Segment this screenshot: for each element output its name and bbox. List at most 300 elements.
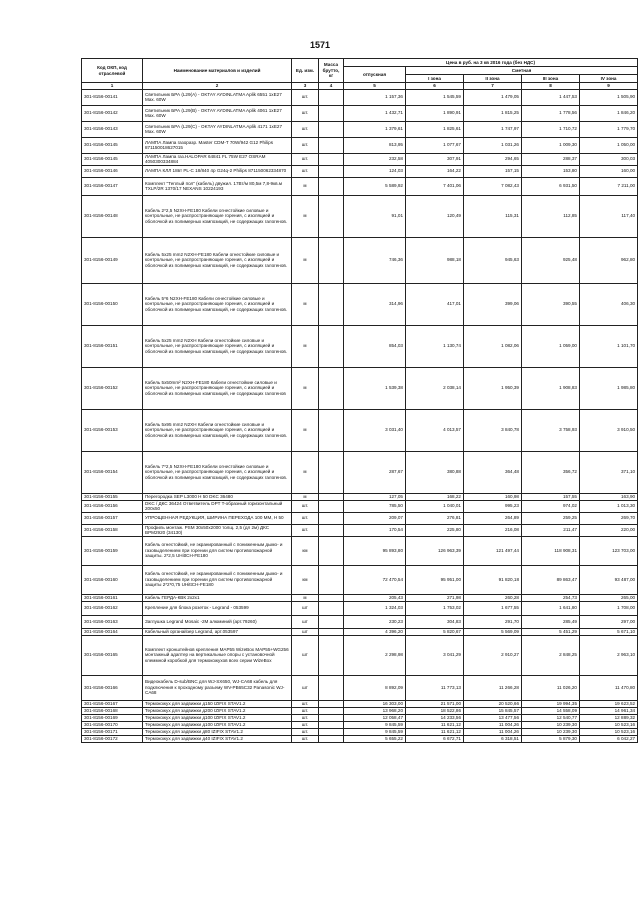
cell-code: 301-8156-00150 xyxy=(82,283,143,325)
cell-zone-1-price: 126 963,39 xyxy=(406,536,464,565)
cell-zone-4-price: 1 846,20 xyxy=(580,105,638,121)
cell-zone-3-price: 5 879,30 xyxy=(522,735,580,742)
cell-zone-2-price: 7 082,43 xyxy=(464,177,522,195)
cell-zone-3-price: 254,73 xyxy=(522,594,580,601)
cell-mass xyxy=(319,121,344,137)
cell-code: 301-8156-00164 xyxy=(82,628,143,635)
cell-release-price: 5 655,22 xyxy=(344,735,406,742)
cell-zone-4-price: 1 050,00 xyxy=(580,137,638,153)
cell-zone-1-price: 2 038,14 xyxy=(406,367,464,409)
cell-mass xyxy=(319,165,344,177)
table-row xyxy=(82,177,638,195)
cell-name: Профиль монтаж. PSM 30х50х2000 толщ. 2,5 (дл 2м) ДКС BPM2920 (34130) xyxy=(143,524,292,536)
cell-code: 301-8156-00168 xyxy=(82,707,143,714)
cell-mass xyxy=(319,493,344,500)
table-row xyxy=(82,237,638,283)
cell-name: Крепление для блока розеток - Legrand - 053599 xyxy=(143,601,292,615)
cell-zone-1-price: 11 621,12 xyxy=(406,728,464,735)
cell-zone-1-price: 1 040,01 xyxy=(406,500,464,512)
cell-unit: шт. xyxy=(292,137,319,153)
cell-mass xyxy=(319,536,344,565)
table-row xyxy=(82,500,638,512)
cell-name: Светильник БРА (L29(C) - OKTAY AYDINLATMA Aplik 4171 1xE27 Max. 60W xyxy=(143,121,292,137)
cell-code: 301-8156-00151 xyxy=(82,325,143,367)
cell-zone-2-price: 291,70 xyxy=(464,615,522,628)
cell-zone-2-price: 115,31 xyxy=(464,195,522,237)
cell-zone-3-price: 10 239,30 xyxy=(522,721,580,728)
cell-release-price: 3 031,40 xyxy=(344,409,406,451)
cell-code: 301-8156-00166 xyxy=(82,675,143,700)
cell-unit: шт. xyxy=(292,714,319,721)
cell-mass xyxy=(319,153,344,165)
cell-zone-3-price: 5 451,29 xyxy=(522,628,580,635)
cell-release-price: 124,03 xyxy=(344,165,406,177)
cell-mass xyxy=(319,451,344,493)
header-mass: Масса брутто, кг xyxy=(319,59,344,83)
cell-code: 301-8156-00162 xyxy=(82,601,143,615)
column-number: 8 xyxy=(522,83,580,90)
cell-zone-1-price: 304,83 xyxy=(406,615,464,628)
cell-zone-4-price: 300,03 xyxy=(580,153,638,165)
cell-zone-3-price: 925,48 xyxy=(522,237,580,283)
cell-name: Термокожух для задвижки д80 IZIFIX STAV1.2 xyxy=(143,728,292,735)
cell-zone-1-price: 14 233,56 xyxy=(406,714,464,721)
cell-zone-2-price: 216,08 xyxy=(464,524,522,536)
header-zone-2: II зона xyxy=(464,75,522,83)
cell-unit: м xyxy=(292,409,319,451)
cell-zone-2-price: 1 950,39 xyxy=(464,367,522,409)
cell-zone-1-price: 5 820,67 xyxy=(406,628,464,635)
cell-name: Кабель 5x25 mm2 N2XH Кабели огнестойкие силовые и контрольные, не распространяющие горения, с изоляцией и оболочкой из полимерных композиций, не содержащих галогенов. xyxy=(143,325,292,367)
cell-code: 301-8156-00154 xyxy=(82,451,143,493)
cell-zone-2-price: 294,65 xyxy=(464,153,522,165)
cell-code: 301-8156-00149 xyxy=(82,237,143,283)
cell-unit: шт. xyxy=(292,721,319,728)
cell-zone-3-price: 285,49 xyxy=(522,615,580,628)
cell-mass xyxy=(319,728,344,735)
cell-code: 301-8156-00163 xyxy=(82,615,143,628)
column-number: 2 xyxy=(143,83,292,90)
cell-zone-1-price: 21 571,00 xyxy=(406,700,464,707)
cell-unit: шт xyxy=(292,601,319,615)
cell-release-price: 91,01 xyxy=(344,195,406,237)
cell-name: Кабель огнестойкий, не экранированный с пониженным дымо- и газовыделением при горении для систем противопожарной защиты 2*2*0,75 UHittCH-FE180 xyxy=(143,565,292,594)
cell-unit: м xyxy=(292,237,319,283)
cell-zone-2-price: 91 820,18 xyxy=(464,565,522,594)
cell-zone-4-price: 93 487,00 xyxy=(580,565,638,594)
cell-name: Комплект кронштейнов крепления MAP55 WizeBox MAP55+WG256 монтажный адаптер на вертикальные опоры с установочной клеммной коробкой для термокожухов всех серии WizeBox xyxy=(143,635,292,675)
cell-release-price: 813,95 xyxy=(344,137,406,153)
table-row xyxy=(82,700,638,707)
table-row xyxy=(82,195,638,237)
table-row xyxy=(82,536,638,565)
table-row xyxy=(82,165,638,177)
cell-name: Кабель 5х25 mm2 N2XH-FE180 Кабели огнестойкие силовые и контрольные, не распространяющие горения, с изоляцией и оболочкой из полимерных композиций, не содержащих галогенов. xyxy=(143,237,292,283)
cell-zone-2-price: 364,48 xyxy=(464,451,522,493)
cell-release-price: 1 432,71 xyxy=(344,105,406,121)
cell-zone-1-price: 11 773,13 xyxy=(406,675,464,700)
cell-release-price: 1 379,61 xyxy=(344,121,406,137)
header-name: Наименование материалов и изделий xyxy=(143,59,292,83)
cell-code: 301-8156-00172 xyxy=(82,735,143,742)
price-table xyxy=(81,58,638,743)
column-number: 9 xyxy=(580,83,638,90)
cell-zone-3-price: 6 931,50 xyxy=(522,177,580,195)
cell-zone-4-price: 3 910,50 xyxy=(580,409,638,451)
header-code: Код ОКП, код отраслевой xyxy=(82,59,143,83)
cell-unit: шт. xyxy=(292,707,319,714)
cell-zone-2-price: 2 910,27 xyxy=(464,635,522,675)
cell-mass xyxy=(319,283,344,325)
cell-zone-4-price: 10 523,16 xyxy=(580,721,638,728)
cell-unit: шт xyxy=(292,628,319,635)
cell-unit: шт. xyxy=(292,524,319,536)
cell-zone-1-price: 4 013,57 xyxy=(406,409,464,451)
cell-name: Комплект "Теплый пол" (кабель) двужил. 17Вт/м 80,5м 7,8-9кв.м TXLP/2R 1370/17 NEXANS 10224193 xyxy=(143,177,292,195)
cell-unit: шт. xyxy=(292,89,319,105)
cell-zone-3-price: 112,85 xyxy=(522,195,580,237)
cell-mass xyxy=(319,721,344,728)
table-row xyxy=(82,105,638,121)
cell-zone-1-price: 1 545,59 xyxy=(406,89,464,105)
table-row xyxy=(82,451,638,493)
cell-release-price: 9 845,59 xyxy=(344,728,406,735)
cell-unit: шт. xyxy=(292,512,319,524)
cell-mass xyxy=(319,195,344,237)
cell-zone-3-price: 1 778,56 xyxy=(522,105,580,121)
cell-code: 301-8156-00141 xyxy=(82,89,143,105)
cell-name: УПРОЩЕННАЯ РЕДУКЦИЯ, ШИРИНА ПЕРЕХОДА 100 ММ, H 50 xyxy=(143,512,292,524)
header-unit: Ед. изм. xyxy=(292,59,319,83)
cell-zone-1-price: 95 951,00 xyxy=(406,565,464,594)
cell-zone-4-price: 1 708,00 xyxy=(580,601,638,615)
column-number: 5 xyxy=(344,83,406,90)
cell-zone-2-price: 945,63 xyxy=(464,237,522,283)
table-row xyxy=(82,493,638,500)
cell-zone-4-price: 1 013,30 xyxy=(580,500,638,512)
table-row xyxy=(82,594,638,601)
cell-name: Заглушка Legrand Mosaic -2M алюминий (арт.79260) xyxy=(143,615,292,628)
cell-mass xyxy=(319,714,344,721)
cell-mass xyxy=(319,89,344,105)
cell-zone-4-price: 123 703,00 xyxy=(580,536,638,565)
cell-unit: шт. xyxy=(292,500,319,512)
cell-zone-3-price: 118 908,31 xyxy=(522,536,580,565)
cell-zone-4-price: 19 623,52 xyxy=(580,700,638,707)
cell-code: 301-8156-00170 xyxy=(82,721,143,728)
cell-code: 301-8156-00145 xyxy=(82,153,143,165)
cell-zone-3-price: 2 848,25 xyxy=(522,635,580,675)
cell-name: Кабель 2*2,5 N2XH-FE180 Кабели огнестойкие силовые и контрольные, не распространяющие горения, с изоляцией и оболочкой из полимерных композиций, не содержащих галогенов. xyxy=(143,195,292,237)
cell-zone-1-price: 417,01 xyxy=(406,283,464,325)
cell-release-price: 746,36 xyxy=(344,237,406,283)
cell-code: 301-8156-00159 xyxy=(82,536,143,565)
cell-release-price: 287,67 xyxy=(344,451,406,493)
cell-release-price: 95 893,80 xyxy=(344,536,406,565)
cell-name: ЛАМПА Лампа газ.HALOPAR 64841 FL 75W E27 OSRAM 4050300334884 xyxy=(143,153,292,165)
cell-zone-4-price: 7 211,00 xyxy=(580,177,638,195)
cell-unit: м xyxy=(292,594,319,601)
cell-zone-4-price: 1 505,90 xyxy=(580,89,638,105)
cell-mass xyxy=(319,628,344,635)
cell-code: 301-8156-00156 xyxy=(82,500,143,512)
page-number: 1571 xyxy=(309,40,331,50)
cell-code: 301-8156-00143 xyxy=(82,121,143,137)
cell-zone-4-price: 117,40 xyxy=(580,195,638,237)
table-row xyxy=(82,721,638,728)
cell-zone-3-price: 12 540,77 xyxy=(522,714,580,721)
cell-unit: шт. xyxy=(292,165,319,177)
cell-unit: м xyxy=(292,451,319,493)
cell-mass xyxy=(319,565,344,594)
cell-zone-2-price: 5 569,09 xyxy=(464,628,522,635)
cell-unit: шт xyxy=(292,675,319,700)
cell-unit: шт xyxy=(292,615,319,628)
cell-release-price: 1 324,03 xyxy=(344,601,406,615)
table-row xyxy=(82,735,638,742)
cell-unit: шт. xyxy=(292,700,319,707)
cell-zone-4-price: 2 963,10 xyxy=(580,635,638,675)
cell-zone-2-price: 11 266,28 xyxy=(464,675,522,700)
cell-zone-4-price: 6 042,27 xyxy=(580,735,638,742)
cell-unit: шт. xyxy=(292,105,319,121)
cell-name: ЛАМПА КЛЛ 18вт PL-C 18/840 4p G24q-2 Philips 871150062334870 xyxy=(143,165,292,177)
cell-zone-1-price: 1 825,61 xyxy=(406,121,464,137)
cell-zone-1-price: 168,22 xyxy=(406,493,464,500)
table-row xyxy=(82,137,638,153)
table-row xyxy=(82,628,638,635)
cell-unit: м xyxy=(292,195,319,237)
cell-zone-3-price: 89 863,47 xyxy=(522,565,580,594)
cell-zone-3-price: 974,02 xyxy=(522,500,580,512)
cell-name: Кабель 7*2,5 N2XH-FE180 Кабели огнестойкие силовые и контрольные, не распространяющие горения, с изоляцией и оболочкой из полимерных композиций, не содержащих галогенов. xyxy=(143,451,292,493)
cell-zone-4-price: 371,10 xyxy=(580,451,638,493)
cell-code: 301-8156-00155 xyxy=(82,493,143,500)
cell-release-price: 12 058,47 xyxy=(344,714,406,721)
cell-zone-1-price: 1 130,74 xyxy=(406,325,464,367)
cell-zone-4-price: 220,00 xyxy=(580,524,638,536)
cell-zone-1-price: 164,22 xyxy=(406,165,464,177)
header-estimate-price: Сметная xyxy=(406,67,638,75)
cell-zone-1-price: 271,98 xyxy=(406,594,464,601)
cell-zone-2-price: 121 497,44 xyxy=(464,536,522,565)
cell-zone-1-price: 3 041,29 xyxy=(406,635,464,675)
cell-release-price: 209,07 xyxy=(344,512,406,524)
cell-unit: км xyxy=(292,565,319,594)
table-row xyxy=(82,283,638,325)
cell-mass xyxy=(319,137,344,153)
cell-mass xyxy=(319,512,344,524)
cell-release-price: 5 589,92 xyxy=(344,177,406,195)
cell-code: 301-8156-00147 xyxy=(82,177,143,195)
cell-release-price: 127,05 xyxy=(344,493,406,500)
table-row xyxy=(82,153,638,165)
cell-code: 301-8156-00148 xyxy=(82,195,143,237)
cell-release-price: 8 892,09 xyxy=(344,675,406,700)
cell-name: ЛАМПА Лампа газоразр. Master CDM-T 70W/942 G12 Philips 871150018627015 xyxy=(143,137,292,153)
cell-release-price: 230,23 xyxy=(344,615,406,628)
cell-zone-2-price: 1 479,05 xyxy=(464,89,522,105)
cell-zone-4-price: 11 470,80 xyxy=(580,675,638,700)
cell-unit: м xyxy=(292,325,319,367)
cell-zone-1-price: 1 077,67 xyxy=(406,137,464,153)
table-row xyxy=(82,512,638,524)
cell-mass xyxy=(319,594,344,601)
cell-code: 301-8156-00165 xyxy=(82,635,143,675)
table-row xyxy=(82,728,638,735)
cell-zone-3-price: 10 239,30 xyxy=(522,728,580,735)
cell-mass xyxy=(319,635,344,675)
cell-zone-1-price: 6 672,71 xyxy=(406,735,464,742)
cell-zone-3-price: 14 558,09 xyxy=(522,707,580,714)
cell-zone-4-price: 406,30 xyxy=(580,283,638,325)
cell-zone-2-price: 11 004,26 xyxy=(464,721,522,728)
cell-zone-2-price: 13 477,56 xyxy=(464,714,522,721)
cell-zone-2-price: 20 520,66 xyxy=(464,700,522,707)
cell-mass xyxy=(319,707,344,714)
cell-name: Кабель огнестойкий, не экранированный с пониженным дымо- и газовыделением при горении для систем противопожарной защиты. 2*2,5 UHittCH-FE180 xyxy=(143,536,292,565)
cell-zone-2-price: 995,23 xyxy=(464,500,522,512)
column-number: 3 xyxy=(292,83,319,90)
cell-zone-3-price: 356,72 xyxy=(522,451,580,493)
cell-mass xyxy=(319,409,344,451)
cell-release-price: 785,50 xyxy=(344,500,406,512)
cell-zone-4-price: 269,70 xyxy=(580,512,638,524)
cell-release-price: 72 470,54 xyxy=(344,565,406,594)
cell-zone-2-price: 6 318,51 xyxy=(464,735,522,742)
table-row xyxy=(82,714,638,721)
cell-zone-4-price: 1 101,70 xyxy=(580,325,638,367)
cell-name: Кабель 5*6 N2XH-FE180 Кабели огнестойкие силовые и контрольные, не распространяющие горения, с изоляцией и оболочкой из полимерных композиций, не содержащих галогенов. xyxy=(143,283,292,325)
cell-release-price: 4 396,20 xyxy=(344,628,406,635)
cell-release-price: 314,96 xyxy=(344,283,406,325)
header-zone-4: IV зона xyxy=(580,75,638,83)
cell-zone-1-price: 307,91 xyxy=(406,153,464,165)
cell-zone-2-price: 11 004,26 xyxy=(464,728,522,735)
cell-zone-2-price: 1 815,25 xyxy=(464,105,522,121)
cell-name: Кабель ГЕРДА-КВК 2х2х1 xyxy=(143,594,292,601)
cell-release-price: 1 539,38 xyxy=(344,367,406,409)
cell-zone-4-price: 962,80 xyxy=(580,237,638,283)
cell-zone-2-price: 1 747,97 xyxy=(464,121,522,137)
cell-zone-2-price: 160,98 xyxy=(464,493,522,500)
cell-zone-4-price: 12 889,32 xyxy=(580,714,638,721)
column-number: 1 xyxy=(82,83,143,90)
cell-release-price: 9 845,59 xyxy=(344,721,406,728)
cell-mass xyxy=(319,237,344,283)
cell-zone-4-price: 1 985,80 xyxy=(580,367,638,409)
cell-unit: км xyxy=(292,536,319,565)
cell-mass xyxy=(319,700,344,707)
cell-zone-3-price: 11 026,20 xyxy=(522,675,580,700)
cell-mass xyxy=(319,105,344,121)
cell-unit: шт. xyxy=(292,121,319,137)
cell-zone-2-price: 1 082,06 xyxy=(464,325,522,367)
table-row xyxy=(82,635,638,675)
table-row xyxy=(82,615,638,628)
cell-zone-3-price: 1 710,72 xyxy=(522,121,580,137)
cell-name: DKC / ДКС 36424 Ответвитель DPT T-образный горизонтальный 200х50 xyxy=(143,500,292,512)
cell-zone-2-price: 157,15 xyxy=(464,165,522,177)
cell-name: Термокожух для задвижки д40 IZIFIX STAV1.2 xyxy=(143,735,292,742)
cell-zone-3-price: 19 994,35 xyxy=(522,700,580,707)
cell-zone-1-price: 11 621,12 xyxy=(406,721,464,728)
table-row xyxy=(82,524,638,536)
cell-zone-4-price: 14 961,34 xyxy=(580,707,638,714)
cell-mass xyxy=(319,524,344,536)
cell-code: 301-8156-00152 xyxy=(82,367,143,409)
cell-zone-3-price: 3 758,93 xyxy=(522,409,580,451)
header-zone-1: I зона xyxy=(406,75,464,83)
cell-name: Термокожух для задвижки д200 IZIFIX STAV1.2 xyxy=(143,707,292,714)
cell-name: Светильник БРА (L29(B) - OKTAY AYDINLATMA Aplik 4061 1xE27 Max. 60W xyxy=(143,105,292,121)
cell-mass xyxy=(319,735,344,742)
cell-zone-1-price: 7 401,06 xyxy=(406,177,464,195)
cell-zone-3-price: 288,37 xyxy=(522,153,580,165)
cell-zone-1-price: 1 753,02 xyxy=(406,601,464,615)
cell-release-price: 232,58 xyxy=(344,153,406,165)
cell-release-price: 1 157,36 xyxy=(344,89,406,105)
cell-release-price: 13 968,20 xyxy=(344,707,406,714)
cell-zone-2-price: 15 845,57 xyxy=(464,707,522,714)
cell-name: Термокожух для задвижки д100 IZIFIX STAV1.2 xyxy=(143,714,292,721)
cell-zone-2-price: 1 031,26 xyxy=(464,137,522,153)
cell-release-price: 854,03 xyxy=(344,325,406,367)
cell-unit: шт xyxy=(292,635,319,675)
table-row xyxy=(82,707,638,714)
cell-zone-1-price: 225,80 xyxy=(406,524,464,536)
cell-zone-2-price: 399,06 xyxy=(464,283,522,325)
cell-unit: шт. xyxy=(292,153,319,165)
cell-code: 301-8156-00142 xyxy=(82,105,143,121)
cell-zone-4-price: 5 671,10 xyxy=(580,628,638,635)
cell-zone-3-price: 259,25 xyxy=(522,512,580,524)
cell-zone-3-price: 1 908,83 xyxy=(522,367,580,409)
cell-unit: м xyxy=(292,283,319,325)
header-zone-3: III зона xyxy=(522,75,580,83)
column-number: 4 xyxy=(319,83,344,90)
cell-zone-4-price: 10 523,16 xyxy=(580,728,638,735)
cell-zone-1-price: 18 522,86 xyxy=(406,707,464,714)
cell-mass xyxy=(319,177,344,195)
cell-code: 301-8156-00161 xyxy=(82,594,143,601)
column-number: 7 xyxy=(464,83,522,90)
cell-name: Светильник БРА (L29(A) - OKTAY AYDINLATMA Aplik 6551 1xE27 Max. 60W xyxy=(143,89,292,105)
cell-release-price: 2 298,98 xyxy=(344,635,406,675)
cell-code: 301-8156-00167 xyxy=(82,700,143,707)
cell-zone-3-price: 1 641,80 xyxy=(522,601,580,615)
cell-zone-1-price: 1 890,91 xyxy=(406,105,464,121)
cell-name: Термокожух для задвижки д100 IZIFIX STAV1.2 xyxy=(143,721,292,728)
table-row xyxy=(82,565,638,594)
cell-name: Термокожух для задвижки д150 IZIFIX STAV1.2 xyxy=(143,700,292,707)
table-body xyxy=(82,89,638,742)
cell-zone-4-price: 265,00 xyxy=(580,594,638,601)
cell-release-price: 170,54 xyxy=(344,524,406,536)
table-row xyxy=(82,325,638,367)
cell-name: Перегородка SEP L3000 H 50 DKC 36480 xyxy=(143,493,292,500)
cell-zone-3-price: 157,55 xyxy=(522,493,580,500)
cell-zone-3-price: 390,55 xyxy=(522,283,580,325)
cell-zone-4-price: 163,90 xyxy=(580,493,638,500)
cell-release-price: 205,43 xyxy=(344,594,406,601)
table-row xyxy=(82,367,638,409)
cell-code: 301-8156-00169 xyxy=(82,714,143,721)
cell-mass xyxy=(319,500,344,512)
cell-name: Кабель 5x95 mm2 N2XH Кабели огнестойкие силовые и контрольные, не распространяющие горения, с изоляцией и оболочкой из полимерных композиций, не содержащих галогенов. xyxy=(143,409,292,451)
cell-zone-3-price: 1 059,00 xyxy=(522,325,580,367)
cell-code: 301-8156-00160 xyxy=(82,565,143,594)
